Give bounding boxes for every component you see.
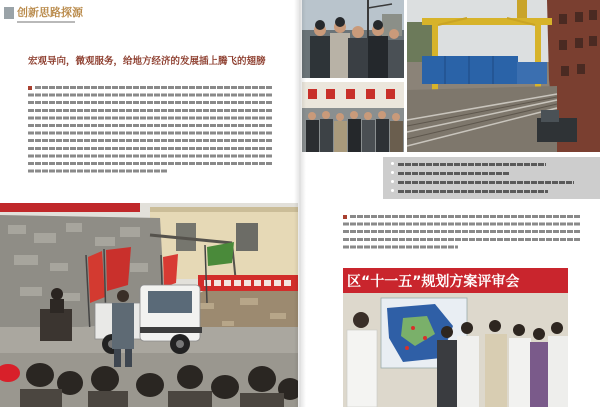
caption-text-line: [398, 163, 546, 166]
article-headline: 宏观导向，微观服务，给地方经济的发展插上腾飞的翅膀: [28, 56, 266, 67]
caption-text-line: [398, 172, 510, 175]
photo-planning-review-meeting: [343, 268, 568, 407]
caption-bullet: [391, 189, 394, 192]
section-subtitle-rule: [17, 21, 75, 23]
section-logo-block: [4, 7, 14, 19]
photo-construction-ceremony: [0, 203, 298, 407]
left-body-bullet: [28, 86, 32, 90]
photo-group-at-sign: [302, 82, 404, 152]
left-body-lastline-mask: [168, 169, 274, 177]
right-body-lastline-mask: [458, 245, 582, 254]
photo-container-yard: [407, 0, 600, 152]
right-body-bullet: [343, 215, 347, 219]
caption-bullet: [391, 180, 394, 183]
meeting-banner-text: 区“十一五”规划方案评审会: [347, 274, 520, 290]
caption-bullet: [391, 171, 394, 174]
photo-caption-band: [383, 157, 600, 199]
page-gutter-shadow: [294, 0, 306, 407]
caption-bullet: [391, 162, 394, 165]
caption-text-line: [398, 181, 574, 184]
caption-text-line: [398, 190, 548, 193]
left-body-text-block: [28, 86, 272, 177]
photo-inspection-group: [302, 0, 404, 78]
section-title: 创新思路探源: [17, 6, 83, 19]
